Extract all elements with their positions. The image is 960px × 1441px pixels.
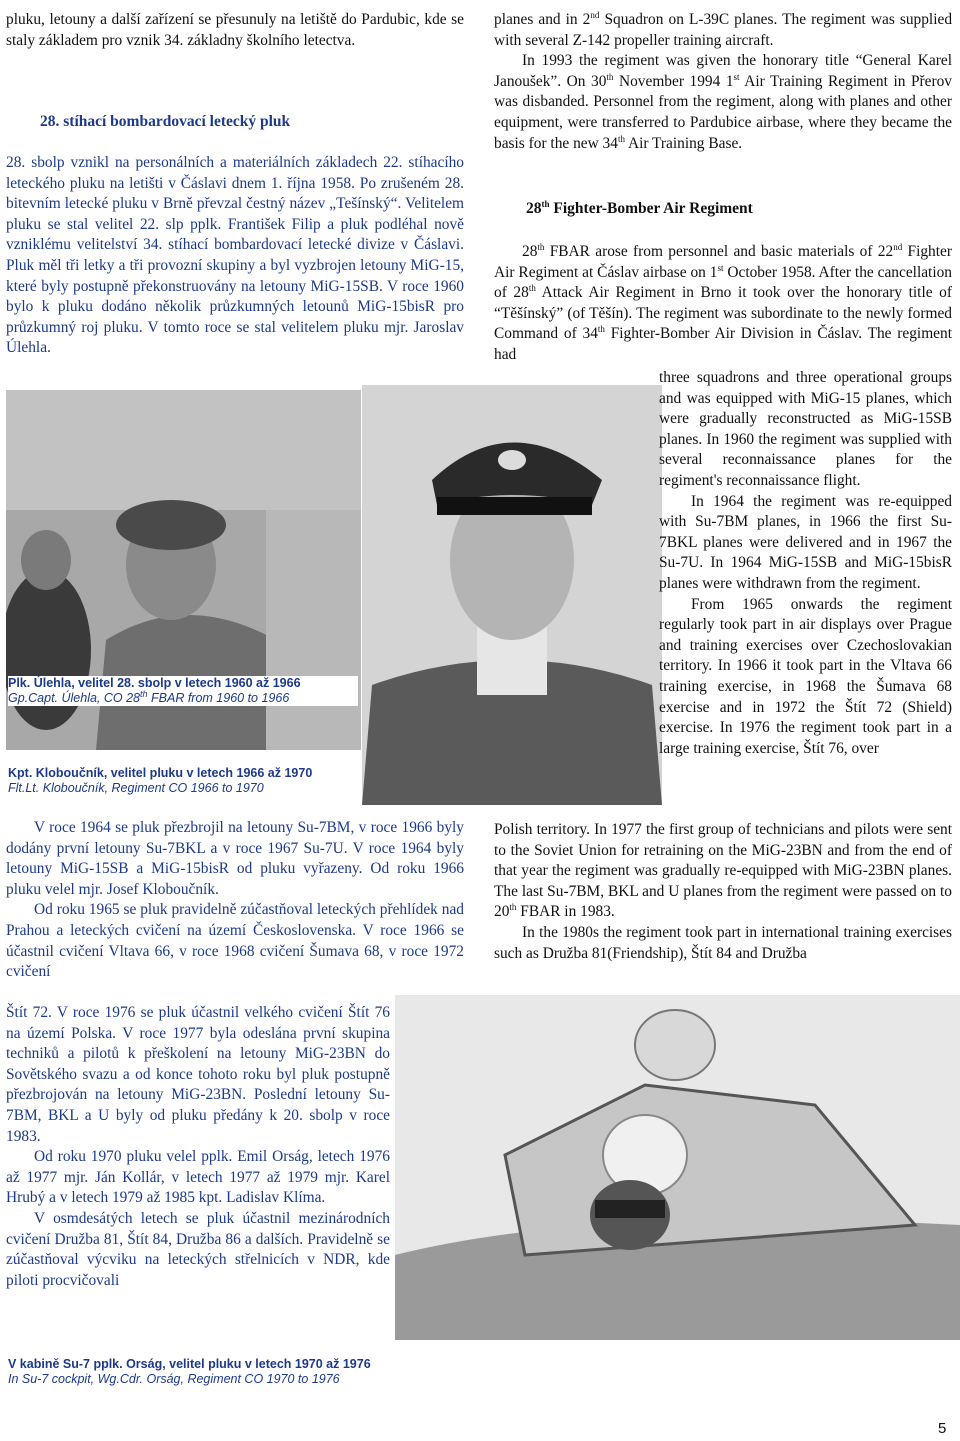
caption-cockpit bbox=[8, 1357, 488, 1387]
english-paragraph-6: From 1965 onwards the regiment regularly took part in air displays over Prague and training exercises over Czechoslovakian territory. In 1966 it took part in the Vltava 66 training exercise, in 1968 the Šumava 68 exercise and in 1972 the Štít 72 (Shield) exercise. In 1976 the regiment took part in a large training exercise, Štít 76, over bbox=[659, 595, 952, 757]
czech-lower-block bbox=[6, 818, 464, 983]
czech-paragraph-3b: Štít 72. V roce 1976 se pluk účastnil velkého cvičení Štít 76 na území Polska. V roce 1977 byla odeslána první skupina techniků a pilotů k přeškolení na letouny MiG-23BN do Sovětského svazu a od konce tohoto roku byl pluk postupně přezbrojován na letouny MiG-23BN. Poslední letouny Su-7BM, BKL a U byly od pluku předány k 20. sbolp v roce 1983. bbox=[6, 1004, 390, 1145]
caption-kloboucnik-english: Flt.Lt. Kloboučník, Regiment CO 1966 to 1970 bbox=[8, 781, 264, 795]
english-top-block bbox=[494, 10, 952, 154]
english-paragraph-7: Polish territory. In 1977 the first group of technicians and pilots were sent to the Soviet Union for retraining on the MiG-23BN and from the end of that year the regiment was gradually re-equipped with MiG-23BN planes. The last Su-7BM, BKL and U planes from the regiment were passed on to 20th FBAR in 1983. bbox=[494, 821, 952, 921]
caption-ulehla-english: Gp.Capt. Úlehla, CO 28th FBAR from 1960 to 1966 bbox=[8, 688, 290, 705]
czech-paragraph-5: V osmdesátých letech se pluk účastnil mezinárodních cvičení Družba 81, Štít 84, Družba 86 a dalších. Pravidelně se zúčastňoval výcviku na leteckých střelnicích v NDR, kde piloti procvičovali bbox=[6, 1209, 390, 1289]
english-paragraph-8: In the 1980s the regiment took part in international training exercises such as Družba 81(Friendship), Štít 84 and Družba bbox=[494, 923, 952, 962]
intro-paragraph: pluku, letouny a další zařízení se přesunuly na letiště do Pardubic, kde se staly základem pro vznik 34. základny školního letectva. bbox=[6, 11, 464, 49]
czech-heading: 28. stíhací bombardovací letecký pluk bbox=[40, 113, 291, 130]
page-number: 5 bbox=[938, 1420, 947, 1437]
czech-paragraph-3a: Od roku 1965 se pluk pravidelně zúčastňoval leteckých přehlídek nad Prahou a leteckých cvičení na území Československa. V roce 1966 se účastnil cvičení Vltava 66, v roce 1968 cvičení Šumava 68, v roce 1972 cvičení bbox=[6, 901, 464, 981]
czech-lower-block-narrow bbox=[6, 1003, 390, 1291]
english-paragraph-4: three squadrons and three operational groups and was equipped with MiG-15 planes, which were gradually reconstructed as MiG-15SB planes. In 1960 the regiment was supplied with several reconnaissance planes for the regiment's reconnaissance flight. bbox=[659, 369, 952, 489]
caption-cockpit-english: In Su-7 cockpit, Wg.Cdr. Orság, Regiment CO 1970 to 1976 bbox=[8, 1372, 340, 1386]
czech-paragraph-4: Od roku 1970 pluku velel pplk. Emil Orság, letech 1976 až 1977 mjr. Ján Kollár, v letech 1977 až 1979 mjr. Karel Hrubý a v letech 1979 až 1985 kpt. Ladislav Klíma. bbox=[6, 1148, 390, 1207]
caption-ulehla-czech: Plk. Úlehla, velitel 28. sbolp v letech 1960 až 1966 bbox=[8, 676, 301, 690]
czech-paragraph-2: V roce 1964 se pluk přezbrojil na letouny Su-7BM, v roce 1966 byly dodány první letouny Su-7BKL a v roce 1967 Su-7U. V roce 1964 byly letouny MiG-15SB a MiG-15bisR od pluku vyřazeny. Od roku 1966 pluku velel mjr. Josef Kloboučník. bbox=[6, 819, 464, 898]
caption-ulehla bbox=[8, 676, 358, 706]
english-narrow-block bbox=[659, 368, 952, 759]
photo-cockpit bbox=[395, 995, 960, 1340]
czech-paragraph-1: 28. sbolp vznikl na personálních a materiálních základech 22. stíhacího leteckého pluku na letišti v Čáslavi dnem 1. října 1958. Po zrušeném 28. bitevním letecké pluku v Brně převzal čestný název „Tešínský“. Velitelem pluku se stal velitel 22. slp pplk. František Filip a pluk podléhal nově vzniklému velitelství 34. stíhací bombardovací letecké divize v Čáslavi. Pluk měl tři letky a tři provozní skupiny a byl vyzbrojen letouny MiG-15, které byly postupně překonstruovány na letouny MiG-15SB. V roce 1960 bylo k pluku dodáno několik průzkumných letounů MiG-15bisR pro průzkumný roj pluku. V tomto roce se stal velitelem pluku mjr. Jaroslav Úlehla. bbox=[6, 154, 464, 357]
caption-kloboucnik-czech: Kpt. Kloboučník, velitel pluku v letech 1966 až 1970 bbox=[8, 766, 313, 780]
english-paragraph-1: planes and in 2nd Squadron on L-39C planes. The regiment was supplied with several Z-142 propeller training aircraft. bbox=[494, 9, 953, 49]
photo-kloboucnik bbox=[362, 385, 662, 805]
english-paragraph-3: 28th FBAR arose from personnel and basic materials of 22nd Fighter Air Regiment at Čáslav airbase on 1st October 1958. After the cancellation of 28th Attack Air Regiment in Brno it took over the honorary title of “Těšínský” (of Těšín). The regiment was subordinate to the newly formed Command of 34th Fighter-Bomber Air Division in Čáslav. The regiment had bbox=[494, 241, 953, 363]
caption-cockpit-czech: V kabině Su-7 pplk. Orság, velitel pluku v letech 1970 až 1976 bbox=[8, 1357, 371, 1371]
caption-kloboucnik bbox=[8, 766, 360, 796]
english-paragraph-2: In 1993 the regiment was given the honorary title “General Karel Janoušek”. On 30th November 1994 1st Air Training Regiment in Přerov was disbanded. Personnel from the regiment, along with planes and other equipment, were transferred to Pardubice airbase, where they became the basis for the new 34th Air Training Base. bbox=[494, 52, 952, 152]
english-heading: 28th Fighter-Bomber Air Regiment bbox=[526, 198, 753, 217]
english-bottom-block bbox=[494, 820, 952, 964]
english-paragraph-5: In 1964 the regiment was re-equipped with Su-7BM planes, in 1966 the first Su-7BKL planes were delivered and in 1967 the Su-7U. In 1964 MiG-15SB and MiG-15bisR planes were withdrawn from the regiment. bbox=[659, 492, 952, 592]
